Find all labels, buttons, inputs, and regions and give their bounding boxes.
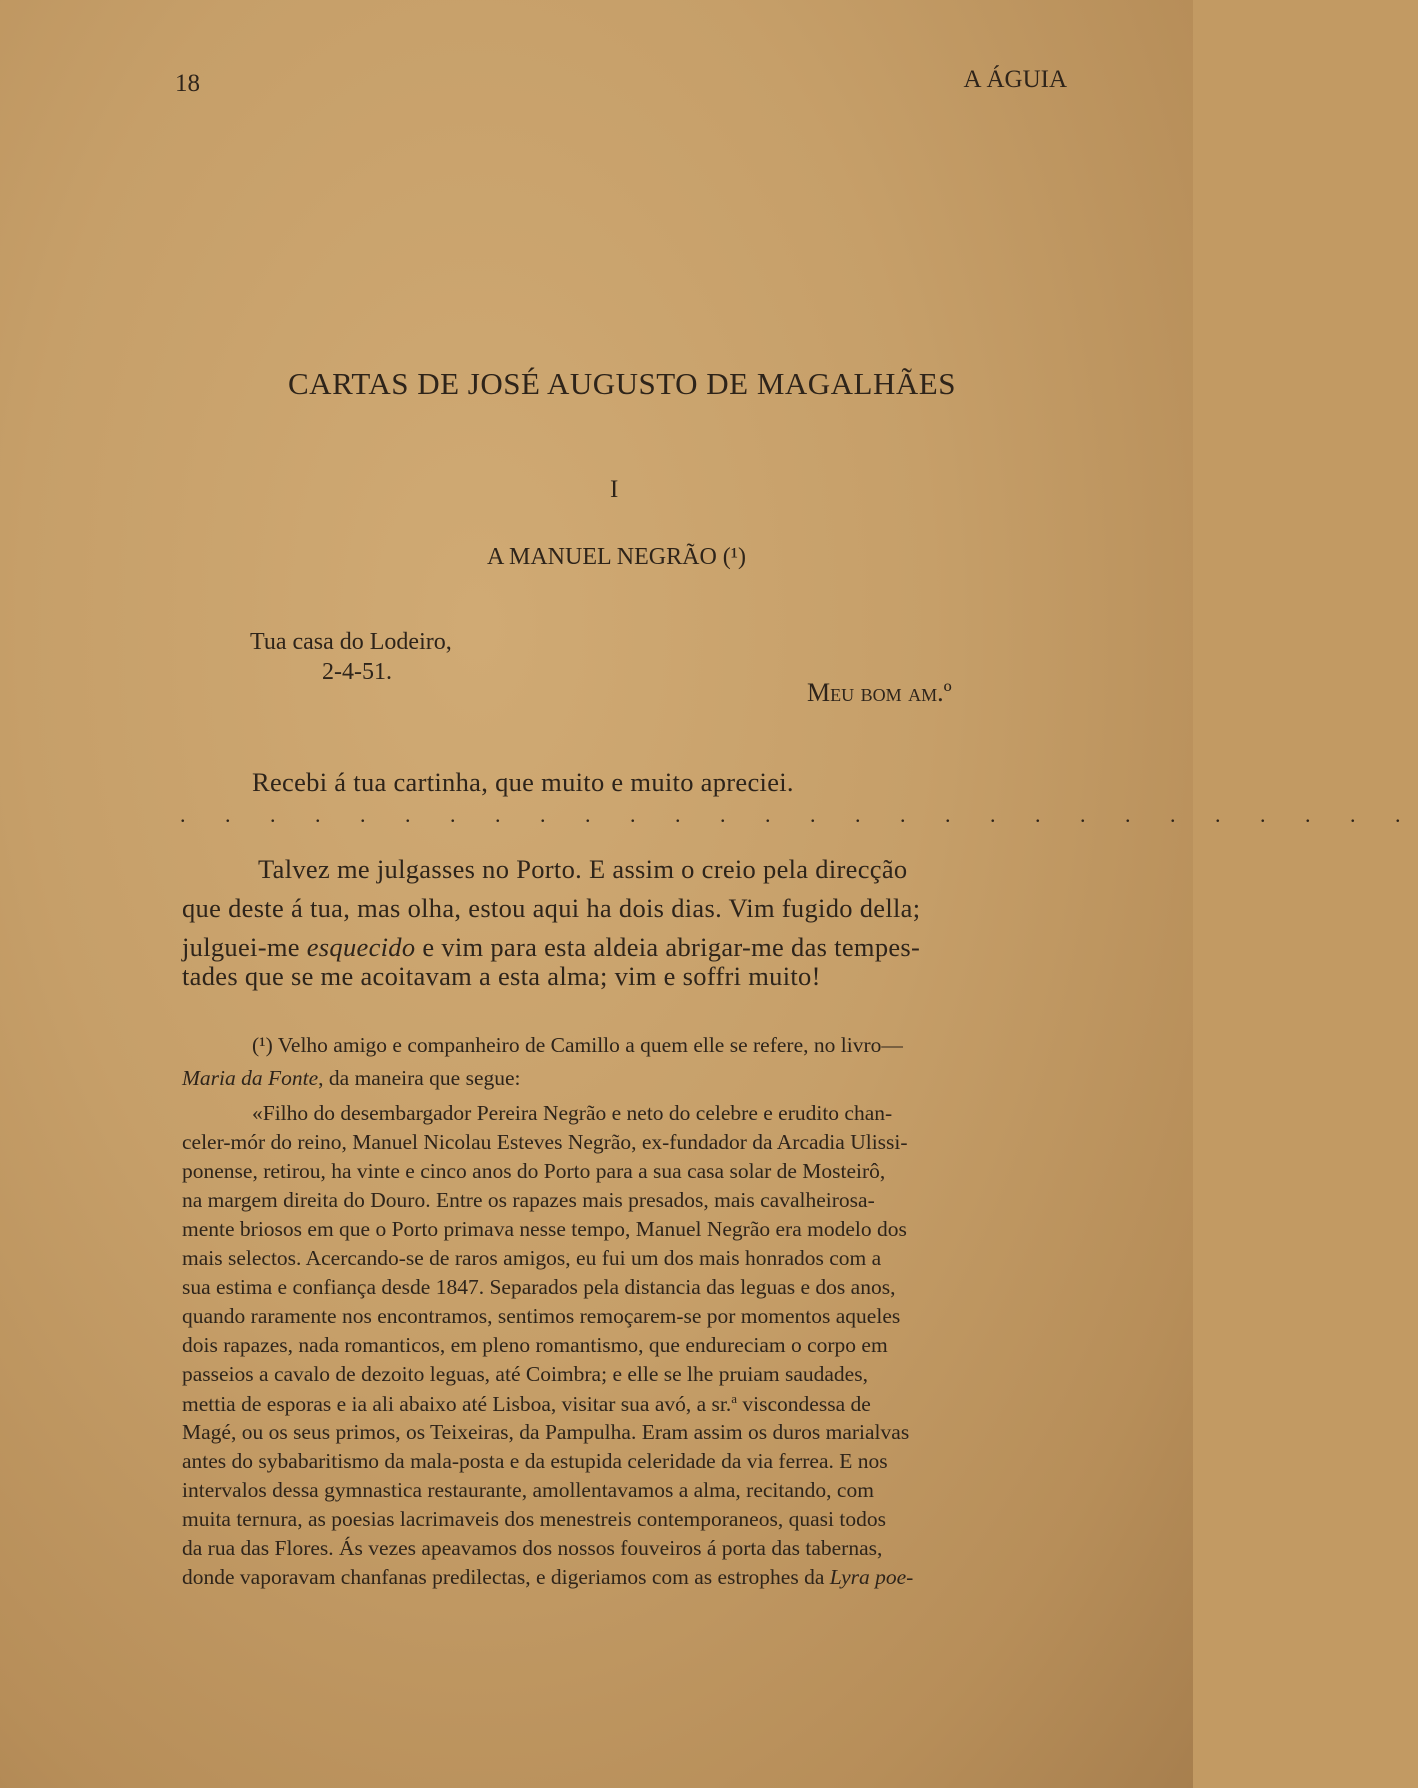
section-number: I — [610, 476, 619, 503]
letter-line — [182, 932, 920, 963]
footnote-line: celer-mór do reino, Manuel Nicolau Esteves Negrão, ex-fundador da Arcadia Ulissi- — [182, 1130, 908, 1154]
footnote-line: mente briosos em que o Porto primava nesse tempo, Manuel Negrão era modelo dos — [182, 1217, 907, 1241]
footnote-line: intervalos dessa gymnastica restaurante, amollentavamos a alma, recitando, com — [182, 1478, 874, 1502]
italic-word: esquecido — [306, 932, 416, 962]
ellipsis-row: . . . . . . . . . . . . . . . . . . . . . . . . . . . . — [180, 802, 1418, 827]
text-run: julguei-me — [182, 932, 307, 962]
footnote-line: sua estima e confiança desde 1847. Separados pela distancia das leguas e dos anos, — [182, 1275, 896, 1299]
recipient-heading — [487, 544, 746, 571]
letter-line: Recebi á tua cartinha, que muito e muito apreciei. — [252, 767, 794, 797]
footnote-reference: (¹) — [722, 544, 746, 570]
running-head: A ÁGUIA — [963, 66, 1067, 93]
footnote-line: Magé, ou os seus primos, os Teixeiras, da Pampulha. Eram assim os duros marialvas — [182, 1420, 910, 1444]
footnote-line — [182, 1391, 871, 1417]
footnote-marker: (¹) — [252, 1033, 273, 1057]
footnote-line: na margem direita do Douro. Entre os rapazes mais presados, mais cavalheirosa- — [182, 1188, 875, 1212]
article-title: CARTAS DE JOSÉ AUGUSTO DE MAGALHÃES — [288, 366, 956, 401]
text-run: e vim para esta aldeia abrigar-me das tempes- — [415, 932, 921, 962]
footnote-intro — [252, 1033, 903, 1058]
footnote-line: passeios a cavalo de dezoito leguas, até Coimbra; e elle se lhe pruiam saudades, — [182, 1362, 868, 1386]
italic-title: Lyra poe- — [829, 1565, 914, 1589]
letter-place: Tua casa do Lodeiro, — [250, 629, 452, 655]
footnote-line: dois rapazes, nada romanticos, em pleno romantismo, que endureciam o corpo em — [182, 1333, 888, 1357]
footnote-line: «Filho do desembargador Pereira Negrão e neto do celebre e erudito chan- — [252, 1101, 893, 1125]
text-run: donde vaporavam chanfanas predilectas, e digeriamos com as estrophes da — [182, 1565, 830, 1589]
footnote-line: muita ternura, as poesias lacrimaveis dos menestreis contemporaneos, quasi todos — [182, 1507, 886, 1531]
footnote-line: antes do sybabaritismo da mala-posta e da estupida celeridade da via ferrea. E nos — [182, 1449, 888, 1473]
footnote-line: da rua das Flores. Ás vezes apeavamos dos nossos fouveiros á porta das tabernas, — [182, 1536, 883, 1560]
footnote-line — [182, 1066, 521, 1091]
text-run: , da maneira que segue: — [318, 1066, 521, 1090]
text-run: Velho amigo e companheiro de Camillo a quem elle se refere, no livro— — [277, 1033, 903, 1057]
text-run: mettia de esporas e ia ali abaixo até Lisboa, visitar sua avó, a sr. — [182, 1392, 732, 1417]
letter-date: 2-4-51. — [322, 659, 392, 685]
footnote-line: ponense, retirou, ha vinte e cinco anos do Porto para a sua casa solar de Mosteirô, — [182, 1159, 886, 1183]
recipient-name: A MANUEL NEGRÃO — [487, 544, 717, 570]
letter-line: tades que se me acoitavam a esta alma; vim e soffri muito! — [182, 961, 821, 991]
footnote-line: mais selectos. Acercando-se de raros amigos, eu fui um dos mais honrados com a — [182, 1246, 882, 1270]
footnote-line: quando raramente nos encontramos, sentimos remoçarem-se por momentos aqueles — [182, 1304, 901, 1328]
footnote-line — [182, 1565, 913, 1590]
text-run: viscondessa de — [737, 1392, 871, 1417]
superscript-a: a — [731, 1391, 738, 1406]
book-title: Maria da Fonte — [182, 1066, 319, 1090]
letter-line: Talvez me julgasses no Porto. E assim o creio pela direcção — [258, 854, 908, 884]
page-number: 18 — [175, 70, 200, 97]
letter-line: que deste á tua, mas olha, estou aqui ha dois dias. Vim fugido della; — [182, 893, 921, 923]
letter-salutation: Meu bom am.º — [807, 678, 952, 707]
